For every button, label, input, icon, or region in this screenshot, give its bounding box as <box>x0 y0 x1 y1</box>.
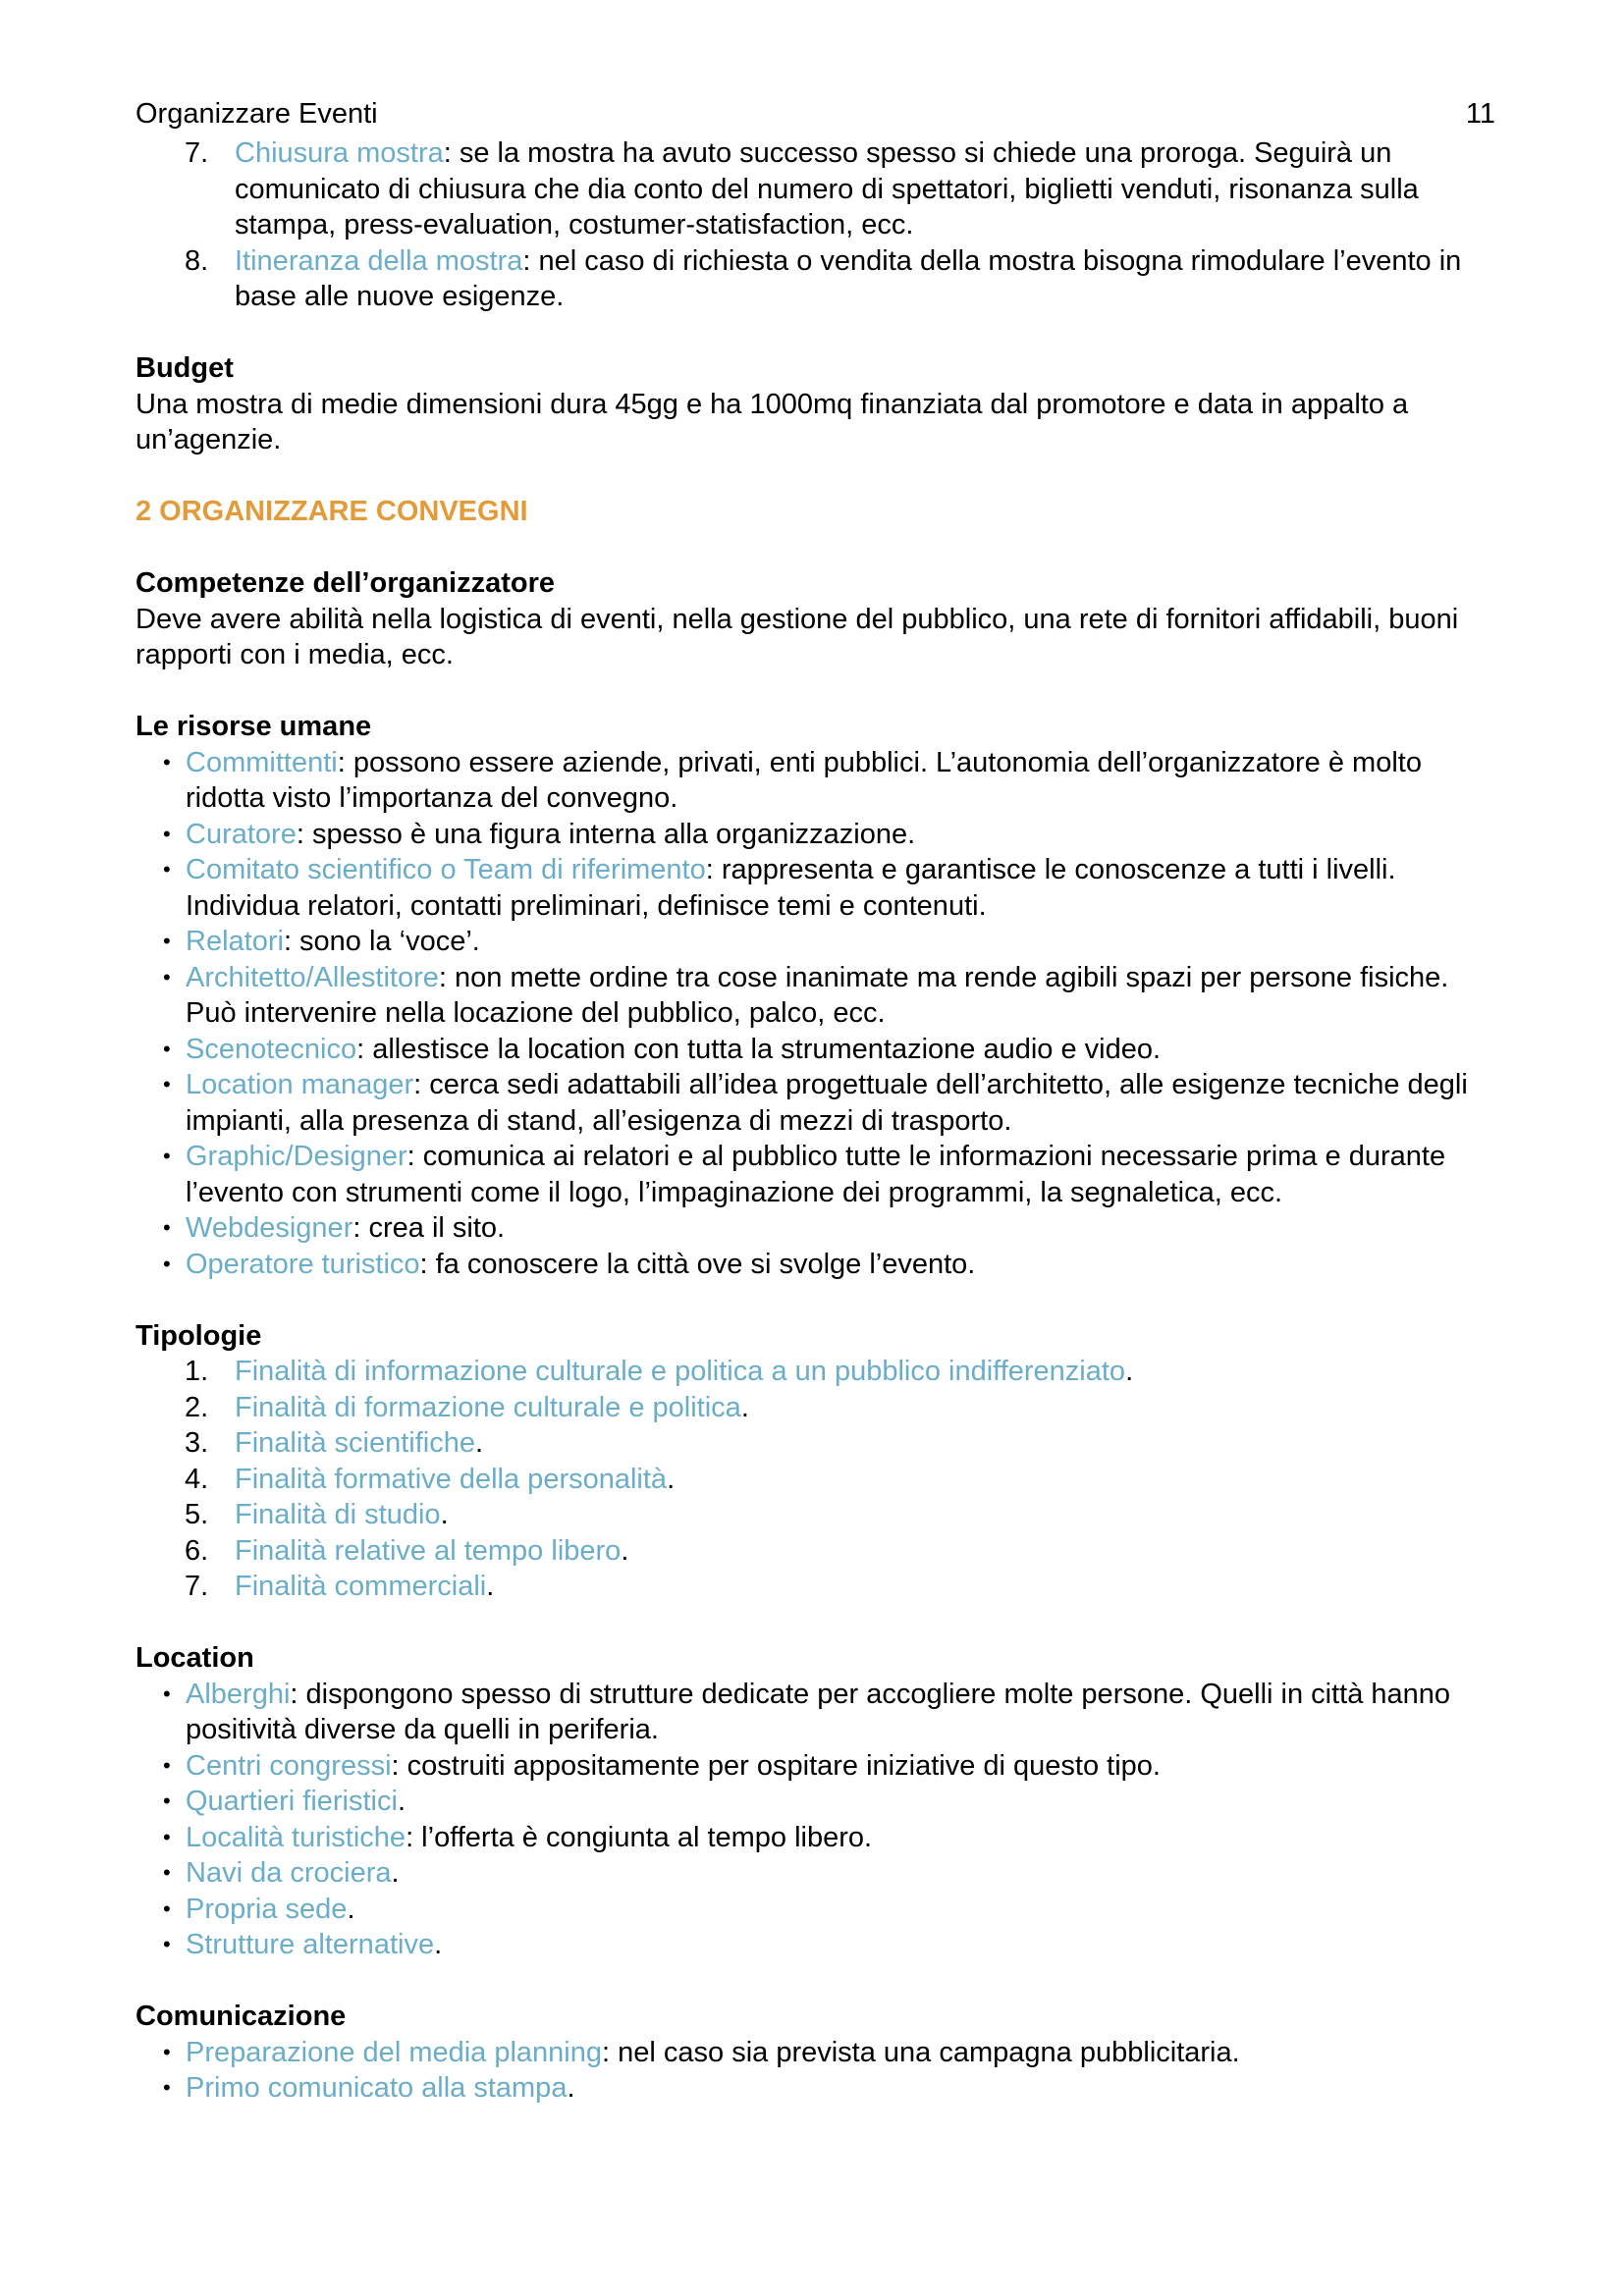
list-item: • Committenti: possono essere aziende, privati, enti pubblici. L’autonomia dell’organizzatore è molto ridotta visto l’importanza del convegno. <box>163 746 1422 814</box>
tipologie-list <box>135 1354 1495 1605</box>
item-text: : sono la ‘voce’. <box>283 926 480 957</box>
risorse-list <box>135 745 1495 1283</box>
item-text: : fa conoscere la città ove si svolge l’evento. <box>419 1248 976 1280</box>
item-term: Graphic/Designer <box>186 1141 407 1172</box>
item-text: . <box>440 1499 449 1530</box>
list-item <box>135 1462 1495 1498</box>
budget-heading: Budget <box>135 352 234 384</box>
item-term: Relatori <box>186 926 284 957</box>
item-term: Finalità di formazione culturale e politica <box>235 1391 741 1423</box>
list-item <box>135 1533 1495 1570</box>
list-item: • Strutture alternative. <box>163 1929 443 1960</box>
item-number: 3. <box>185 1427 209 1459</box>
item-text: . <box>475 1427 484 1459</box>
location-list <box>135 1677 1495 1963</box>
list-item: • Centri congressi: costruiti appositamente per ospitare iniziative di questo tipo. <box>163 1749 1161 1782</box>
competenze-text: Deve avere abilità nella logistica di eventi, nella gestione del pubblico, una rete di fornitori affidabili, buoni rapporti con i media, ecc. <box>135 603 1459 670</box>
header-title: Organizzare Eventi <box>135 98 378 130</box>
list-item: • Scenotecnico: allestisce la location con tutta la strumentazione audio e video. <box>163 1033 1162 1065</box>
list-item <box>135 1569 1495 1605</box>
item-text: : possono essere aziende, privati, enti pubblici. L’autonomia dell’organizzatore è molto ridotta visto l’importanza del convegno. <box>186 746 1422 814</box>
item-term: Chiusura mostra <box>235 137 444 169</box>
item-term: Propria sede <box>186 1893 348 1925</box>
list-item: • Curatore: spesso è una figura interna alla organizzazione. <box>163 818 916 850</box>
item-text: : dispongono spesso di strutture dedicate per accogliere molte persone. Quelli in città hanno positività diverse da quelli in periferia. <box>186 1678 1451 1745</box>
item-text: . <box>486 1571 495 1602</box>
item-number: 7. <box>185 1571 209 1602</box>
item-number: 2. <box>185 1391 209 1423</box>
item-text: . <box>347 1893 355 1925</box>
item-term: Committenti <box>186 746 338 778</box>
item-text: . <box>434 1929 443 1960</box>
item-text: : non mette ordine tra cose inanimate ma rende agibili spazi per persone fisiche. Può intervenire nella locazione del pubblico, palco, ecc. <box>186 961 1449 1029</box>
item-text: : nel caso sia prevista una campagna pubblicitaria. <box>602 2036 1240 2068</box>
item-number: 5. <box>185 1499 209 1530</box>
item-term: Finalità relative al tempo libero <box>235 1534 622 1567</box>
list-item: • Operatore turistico: fa conoscere la città ove si svolge l’evento. <box>163 1248 976 1280</box>
item-text: : nel caso di richiesta o vendita della mostra bisogna rimodulare l’evento in base alle nuove esigenze. <box>235 244 1462 312</box>
list-item: • Graphic/Designer: comunica ai relatori e al pubblico tutte le informazioni necessarie prima e durante l’evento con strumenti come il logo, l’impaginazione dei programmi, la segnaletica, ecc. <box>163 1141 1446 1208</box>
tipologie-heading: Tipologie <box>135 1319 262 1352</box>
item-text: : costruiti appositamente per ospitare iniziative di questo tipo. <box>391 1749 1161 1782</box>
risorse-heading: Le risorse umane <box>135 711 372 742</box>
page-header <box>135 96 1495 135</box>
item-number: 4. <box>185 1463 209 1495</box>
list-item: • Webdesigner: crea il sito. <box>163 1212 506 1244</box>
list-item <box>135 243 1495 315</box>
list-item: • Architetto/Allestitore: non mette ordine tra cose inanimate ma rende agibili spazi per persone fisiche. Può intervenire nella locazione del pubblico, palco, ecc. <box>163 961 1449 1029</box>
list-item: • Navi da crociera. <box>163 1857 400 1889</box>
item-text: : allestisce la location con tutta la strumentazione audio e video. <box>356 1033 1162 1065</box>
list-item: • Località turistiche: l’offerta è congiunta al tempo libero. <box>163 1821 873 1853</box>
list-item: • Relatori: sono la ‘voce’. <box>163 926 480 957</box>
list-item <box>135 135 1495 243</box>
competenze-heading: Competenze dell’organizzatore <box>135 567 556 599</box>
list-item: • Alberghi: dispongono spesso di strutture dedicate per accogliere molte persone. Quelli in città hanno positività diverse da quelli in periferia. <box>163 1678 1451 1745</box>
list-item <box>135 1354 1495 1390</box>
item-number: 6. <box>185 1534 209 1567</box>
item-term: Itineranza della mostra <box>235 244 523 277</box>
item-term: Località turistiche <box>186 1821 406 1853</box>
page-content <box>135 96 1495 2107</box>
item-text: : crea il sito. <box>352 1212 506 1244</box>
item-number: 7. <box>185 137 209 169</box>
item-number: 1. <box>185 1356 209 1387</box>
list-item <box>135 1425 1495 1462</box>
list-item <box>135 1390 1495 1426</box>
budget-text: Una mostra di medie dimensioni dura 45gg e ha 1000mq finanziata dal promotore e data in appalto a un’agenzie. <box>135 388 1409 455</box>
item-term: Finalità formative della personalità <box>235 1463 668 1495</box>
page-number: 11 <box>1465 98 1495 130</box>
item-term: Centri congressi <box>186 1749 392 1782</box>
item-text: . <box>567 2072 575 2104</box>
item-term: Curatore <box>186 818 297 850</box>
list-item: • Location manager: cerca sedi adattabili all’idea progettuale dell’architetto, alle esigenze tecniche degli impianti, alla presenza di stand, all’esigenza di mezzi di trasporto. <box>163 1069 1468 1137</box>
item-term: Primo comunicato alla stampa <box>186 2072 568 2104</box>
item-text: . <box>1125 1356 1134 1387</box>
item-text: : cerca sedi adattabili all’idea progettuale dell’architetto, alle esigenze tecniche degli impianti, alla presenza di stand, all’esigenza di mezzi di trasporto. <box>186 1069 1468 1137</box>
item-term: Location manager <box>186 1069 414 1100</box>
section-title: 2 ORGANIZZARE CONVEGNI <box>135 496 528 527</box>
list-item: • Propria sede. <box>163 1893 355 1925</box>
item-text: . <box>621 1534 629 1567</box>
item-text: : spesso è una figura interna alla organizzazione. <box>296 818 916 850</box>
item-term: Webdesigner <box>186 1212 353 1244</box>
item-term: Preparazione del media planning <box>186 2036 603 2068</box>
item-text: . <box>667 1463 676 1495</box>
item-text: : l’offerta è congiunta al tempo libero. <box>406 1821 873 1853</box>
item-term: Finalità commerciali <box>235 1571 487 1602</box>
item-term: Architetto/Allestitore <box>186 961 439 993</box>
list-item: • Preparazione del media planning: nel caso sia prevista una campagna pubblicitaria. <box>163 2036 1240 2068</box>
item-term: Finalità di informazione culturale e politica a un pubblico indifferenziato <box>235 1356 1126 1387</box>
item-text: : rappresenta e garantisce le conoscenze a tutti i livelli. Individua relatori, contatti preliminari, definisce temi e contenuti. <box>186 854 1396 922</box>
list-item: • Primo comunicato alla stampa. <box>163 2072 575 2104</box>
list-item: • Quartieri fieristici. <box>163 1786 406 1817</box>
item-text: . <box>740 1391 749 1423</box>
item-text: : se la mostra ha avuto successo spesso si chiede una proroga. Seguirà un comunicato di chiusura che dia conto del numero di spettatori, biglietti venduti, risonanza sulla stampa, press-evaluation, costumer-statisfaction, ecc. <box>235 137 1419 240</box>
comunicazione-heading: Comunicazione <box>135 2001 347 2032</box>
item-term: Finalità scientifiche <box>235 1427 475 1459</box>
item-text: . <box>397 1786 406 1817</box>
list-item: • Comitato scientifico o Team di riferimento: rappresenta e garantisce le conoscenze a tutti i livelli. Individua relatori, contatti preliminari, definisce temi e contenuti. <box>163 854 1396 922</box>
item-term: Strutture alternative <box>186 1929 435 1960</box>
exhibition-steps-list <box>135 135 1495 315</box>
item-term: Finalità di studio <box>235 1499 441 1530</box>
location-heading: Location <box>135 1642 254 1674</box>
item-term: Scenotecnico <box>186 1033 357 1065</box>
item-term: Quartieri fieristici <box>186 1786 398 1817</box>
comunicazione-list <box>135 2035 1495 2107</box>
item-term: Navi da crociera <box>186 1857 392 1889</box>
item-text: : comunica ai relatori e al pubblico tutte le informazioni necessarie prima e durante l’evento con strumenti come il logo, l’impaginazione dei programmi, la segnaletica, ecc. <box>186 1141 1446 1208</box>
item-term: Comitato scientifico o Team di riferimento <box>186 854 706 885</box>
item-number: 8. <box>185 244 209 277</box>
item-term: Alberghi <box>186 1678 291 1710</box>
item-term: Operatore turistico <box>186 1248 420 1280</box>
list-item <box>135 1497 1495 1533</box>
item-text: . <box>391 1857 400 1889</box>
